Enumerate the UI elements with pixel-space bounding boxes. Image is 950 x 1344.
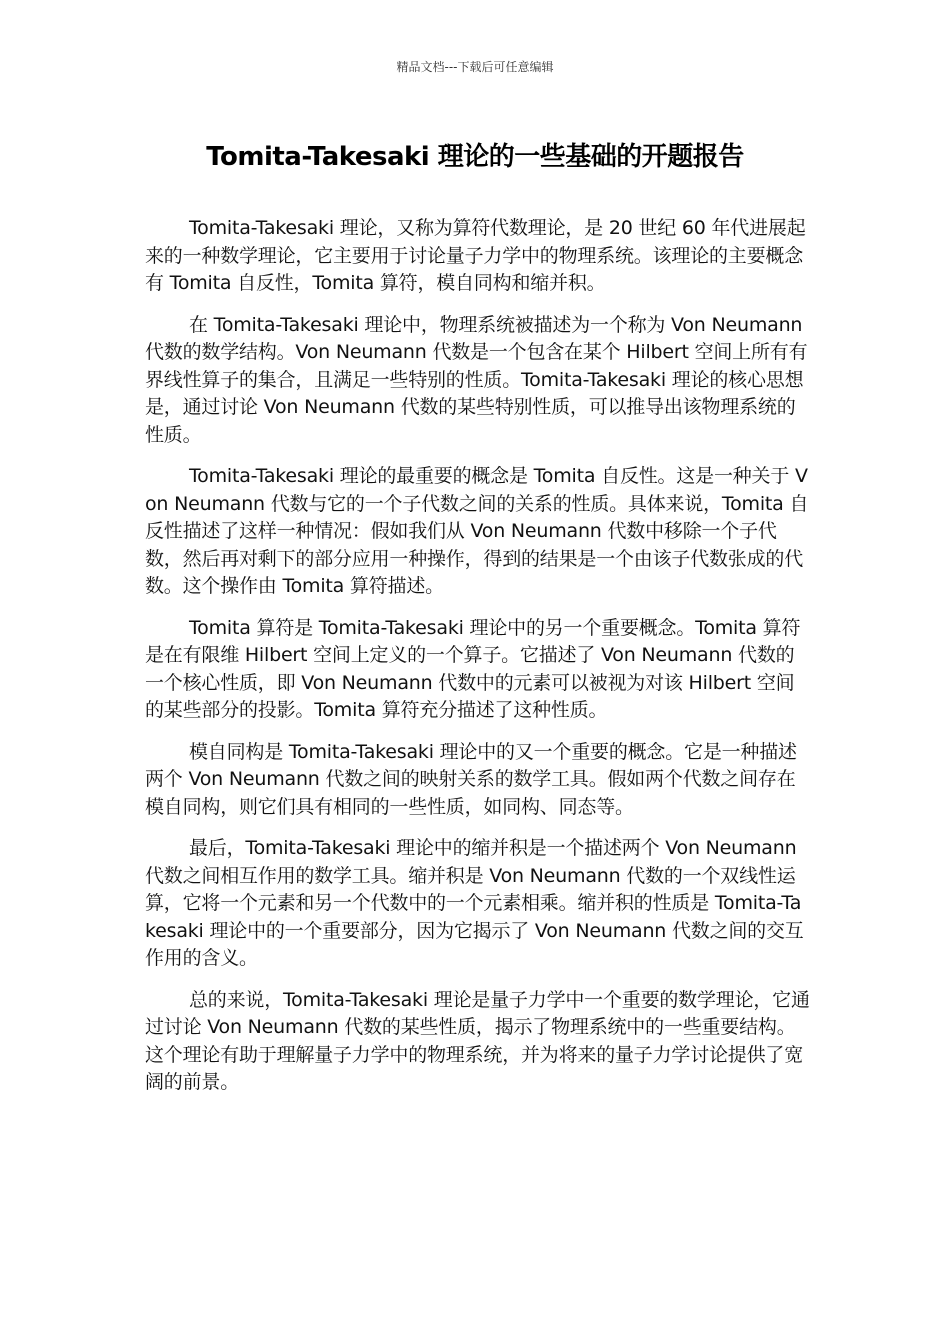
paragraph-tomita-operator: Tomita 算符是 Tomita-Takesaki 理论中的另一个重要概念。Tomita 算符是在有限维 Hilbert 空间上定义的一个算子。它描述了 Von Neumann 代数的一个核心性质，即 Von Neumann 代数中的元素可以被视为对该 Hilbert 空间的某些部分的投影。Tomita 算符充分描述了这种性质。 [145, 616, 801, 721]
paragraph-tomita-reflexivity: Tomita-Takesaki 理论的最重要的概念是 Tomita 自反性。这是一种关于 Von Neumann 代数与它的一个子代数之间的关系的性质。具体来说，Tomita 自反性描述了这样一种情况：假如我们从 Von Neumann 代数中移除一个子代数，然后再对剩下的部分应用一种操作，得到的结果是一个由该子代数张成的代数。这个操作由 Tomita 算符描述。 [145, 465, 809, 597]
paragraph-contraction-product: 最后，Tomita-Takesaki 理论中的缩并积是一个描述两个 Von Neumann 代数之间相互作用的数学工具。缩并积是 Von Neumann 代数的一个双线性运算，它将一个元素和另一个代数中的一个元素相乘。缩并积的性质是 Tomita-Takesaki 理论中的一个重要部分，因为它揭示了 Von Neumann 代数之间的交互作用的含义。 [145, 837, 804, 969]
document-body [145, 215, 810, 1111]
paragraph-intro: Tomita-Takesaki 理论，又称为算符代数理论，是 20 世纪 60 年代进展起来的一种数学理论，它主要用于讨论量子力学中的物理系统。该理论的主要概念有 Tomita 自反性，Tomita 算符，模自同构和缩并积。 [145, 217, 806, 294]
paragraph-von-neumann: 在 Tomita-Takesaki 理论中，物理系统被描述为一个称为 Von Neumann 代数的数学结构。Von Neumann 代数是一个包含在某个 Hilbert 空间上所有有界线性算子的集合，且满足一些特别的性质。Tomita-Takesaki 理论的核心思想是，通过讨论 Von Neumann 代数的某些特别性质，可以推导出该物理系统的性质。 [145, 313, 808, 446]
document-title: Tomita-Takesaki 理论的一些基础的开题报告 [206, 142, 744, 172]
paragraph-modular-automorphism: 模自同构是 Tomita-Takesaki 理论中的又一个重要的概念。它是一种描述两个 Von Neumann 代数之间的映射关系的数学工具。假如两个代数之间存在模自同构，则它们具有相同的一些性质，如同构、同态等。 [145, 740, 797, 818]
page-header: 精品文档---下载后可任意编辑 [396, 60, 554, 74]
paragraph-conclusion: 总的来说，Tomita-Takesaki 理论是量子力学中一个重要的数学理论，它通过讨论 Von Neumann 代数的某些性质，揭示了物理系统中的一些重要结构。这个理论有助于理解量子力学中的物理系统，并为将来的量子力学讨论提供了宽阔的前景。 [145, 988, 810, 1093]
